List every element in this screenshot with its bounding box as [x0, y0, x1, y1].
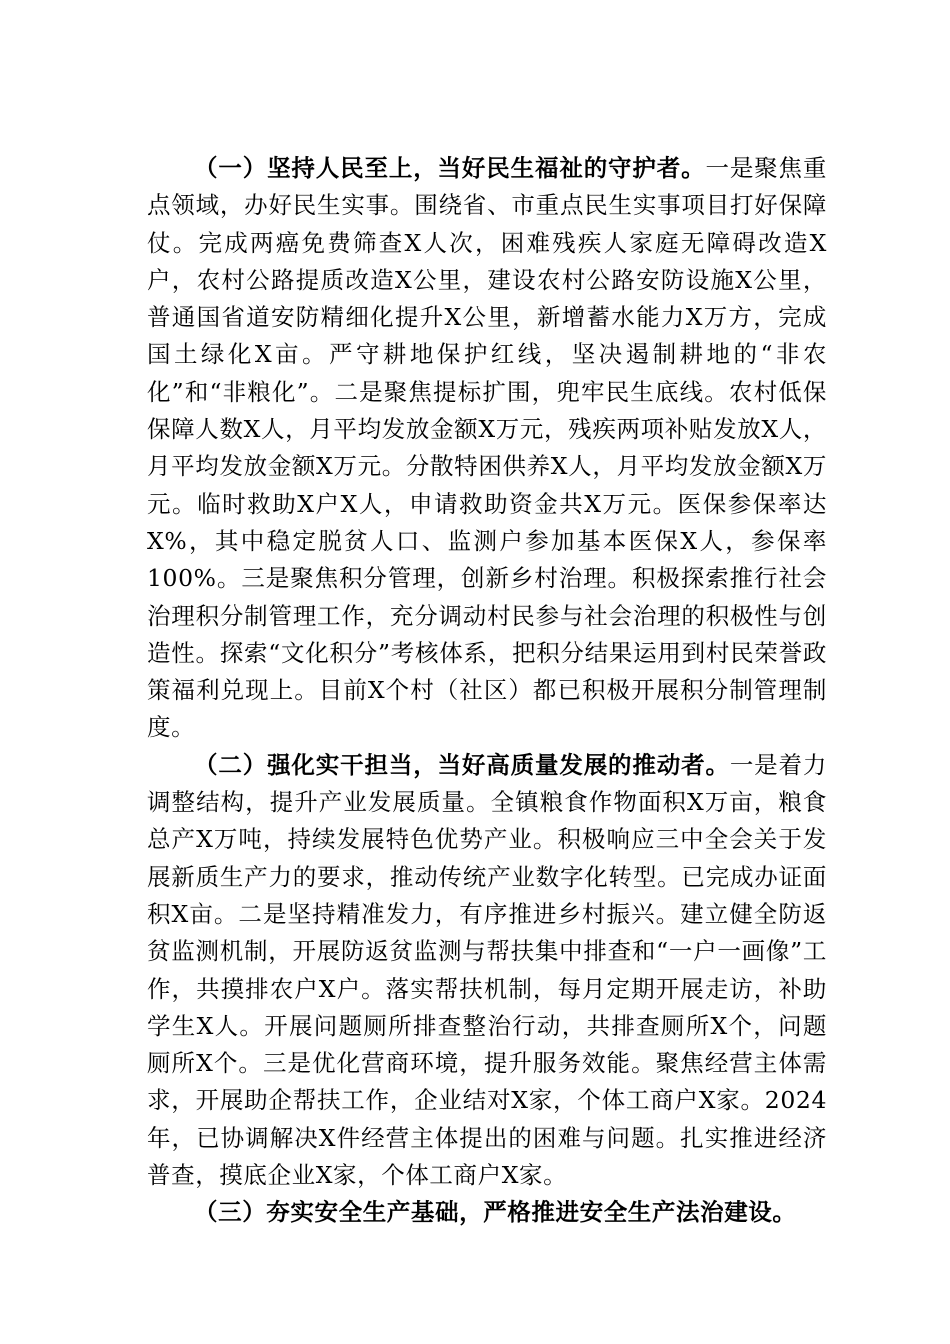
- paragraph-section-3: [147, 1194, 827, 1231]
- section-heading: （三）夯实安全生产基础，严格推进安全生产法治建设。: [194, 1198, 797, 1227]
- document-body: [147, 150, 827, 1232]
- paragraph-section-2: [147, 747, 827, 1195]
- section-heading: （一）坚持人民至上，当好民生福祉的守护者。: [194, 154, 706, 182]
- section-body: 一是着力调整结构，提升产业发展质量。全镇粮食作物面积X万亩，粮食总产X万吨，持续发展特色优势产业。积极响应三中全会关于发展新质生产力的要求，推动传统产业数字化转型。已完成办证面积X亩。二是坚持精准发力，有序推进乡村振兴。建立健全防返贫监测机制，开展防返贫监测与帮扶集中排查和“一户一画像”工作，共摸排农户X户。落实帮扶机制，每月定期开展走访，补助学生X人。开展问题厕所排查整治行动，共排查厕所X个，问题厕所X个。三是优化营商环境，提升服务效能。聚焦经营主体需求，开展助企帮扶工作，企业结对X家，个体工商户X家。2024年，已协调解决X件经营主体提出的困难与问题。扎实推进经济普查，摸底企业X家，个体工商户X家。: [147, 750, 827, 1190]
- paragraph-section-1: [147, 150, 827, 747]
- section-body: 一是聚焦重点领域，办好民生实事。围绕省、市重点民生实事项目打好保障仗。完成两癌免费筛查X人次，困难残疾人家庭无障碍改造X户，农村公路提质改造X公里，建设农村公路安防设施X公里，普通国省道安防精细化提升X公里，新增蓄水能力X万方，完成国土绿化X亩。严守耕地保护红线，坚决遏制耕地的“非农化”和“非粮化”。二是聚焦提标扩围，兜牢民生底线。农村低保保障人数X人，月平均发放金额X万元，残疾两项补贴发放X人，月平均发放金额X万元。分散特困供养X人，月平均发放金额X万元。临时救助X户X人，申请救助资金共X万元。医保参保率达X%，其中稳定脱贫人口、监测户参加基本医保X人，参保率100%。三是聚焦积分管理，创新乡村治理。积极探索推行社会治理积分制管理工作，充分调动村民参与社会治理的积极性与创造性。探索“文化积分”考核体系，把积分结果运用到村民荣誉政策福利兑现上。目前X个村（社区）都已积极开展积分制管理制度。: [147, 154, 827, 742]
- section-heading: （二）强化实干担当，当好高质量发展的推动者。: [194, 750, 730, 779]
